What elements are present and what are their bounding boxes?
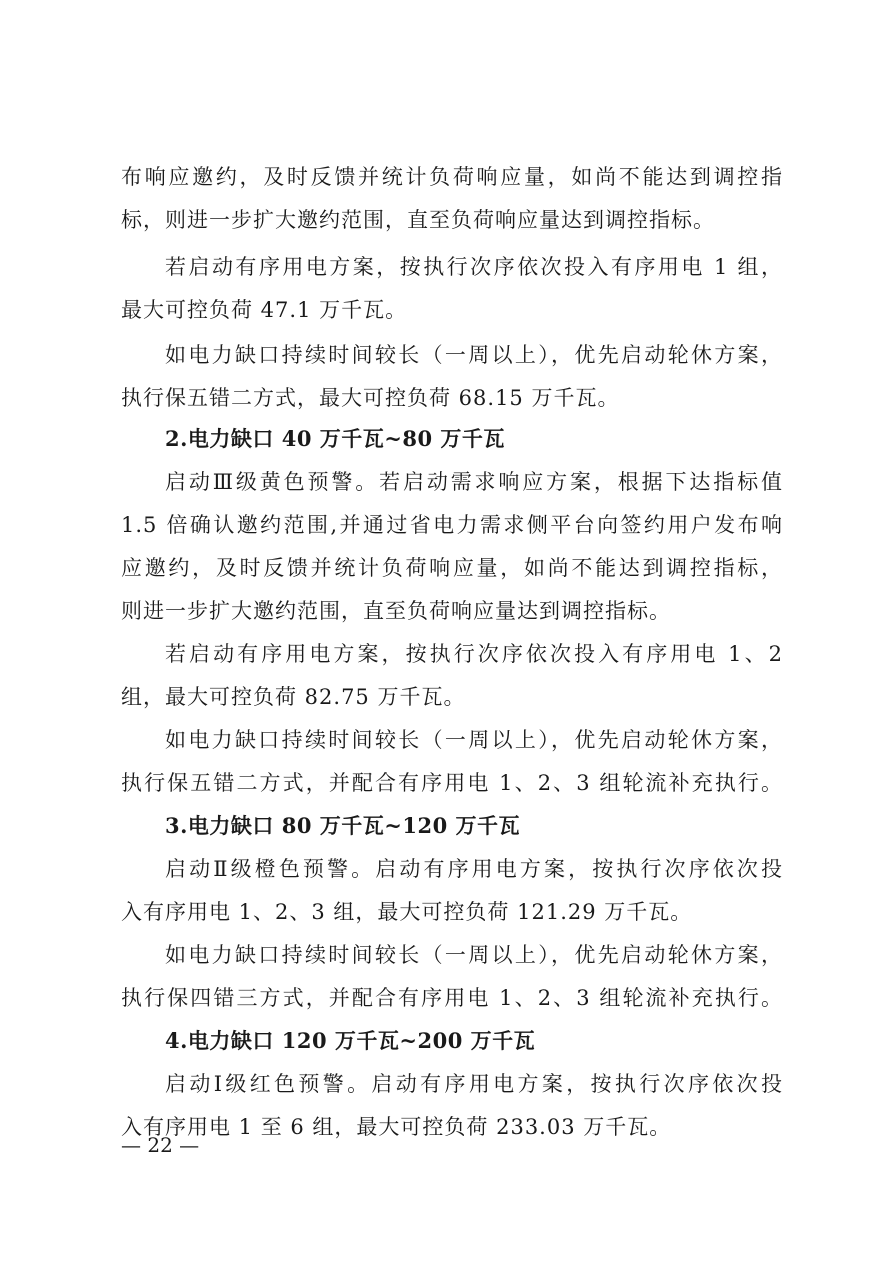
text-line: 组，最大可控负荷 82.75 万千瓦。 <box>121 685 466 709</box>
page-number: — 22 — <box>121 1133 200 1157</box>
text-line: 1.5 倍确认邀约范围,并通过省电力需求侧平台向签约用户发布响 <box>121 513 783 537</box>
text-line: 入有序用电 1 至 6 组，最大可控负荷 233.03 万千瓦。 <box>121 1115 672 1139</box>
text-line: 若启动有序用电方案，按执行次序依次投入有序用电 1、2 <box>165 642 783 666</box>
text-line: 启动Ⅱ级橙色预警。启动有序用电方案，按执行次序依次投 <box>165 857 783 881</box>
text-line: 应邀约，及时反馈并统计负荷响应量，如尚不能达到调控指标， <box>121 556 783 580</box>
text-line: 执行保五错二方式，并配合有序用电 1、2、3 组轮流补充执行。 <box>121 771 783 795</box>
text-line: 则进一步扩大邀约范围，直至负荷响应量达到调控指标。 <box>121 599 671 623</box>
text-line: 启动Ⅰ级红色预警。启动有序用电方案，按执行次序依次投 <box>165 1072 783 1096</box>
text-line: 标，则进一步扩大邀约范围，直至负荷响应量达到调控指标。 <box>121 208 715 232</box>
text-line: 如电力缺口持续时间较长（一周以上），优先启动轮休方案， <box>165 943 783 967</box>
text-line: 如电力缺口持续时间较长（一周以上），优先启动轮休方案， <box>165 343 783 367</box>
section-heading: 2.电力缺口 40 万千瓦~80 万千瓦 <box>165 426 505 451</box>
section-heading: 4.电力缺口 120 万千瓦~200 万千瓦 <box>165 1028 536 1053</box>
section-heading: 3.电力缺口 80 万千瓦~120 万千瓦 <box>165 813 521 838</box>
text-line: 最大可控负荷 47.1 万千瓦。 <box>121 298 408 322</box>
text-line: 执行保五错二方式，最大可控负荷 68.15 万千瓦。 <box>121 386 620 410</box>
text-line: 执行保四错三方式，并配合有序用电 1、2、3 组轮流补充执行。 <box>121 986 783 1010</box>
text-line: 若启动有序用电方案，按执行次序依次投入有序用电 1 组， <box>165 255 783 279</box>
text-line: 布响应邀约，及时反馈并统计负荷响应量，如尚不能达到调控指 <box>121 165 783 189</box>
text-line: 启动Ⅲ级黄色预警。若启动需求响应方案，根据下达指标值 <box>165 470 783 494</box>
text-line: 入有序用电 1、2、3 组，最大可控负荷 121.29 万千瓦。 <box>121 900 693 924</box>
text-line: 如电力缺口持续时间较长（一周以上），优先启动轮休方案， <box>165 728 783 752</box>
